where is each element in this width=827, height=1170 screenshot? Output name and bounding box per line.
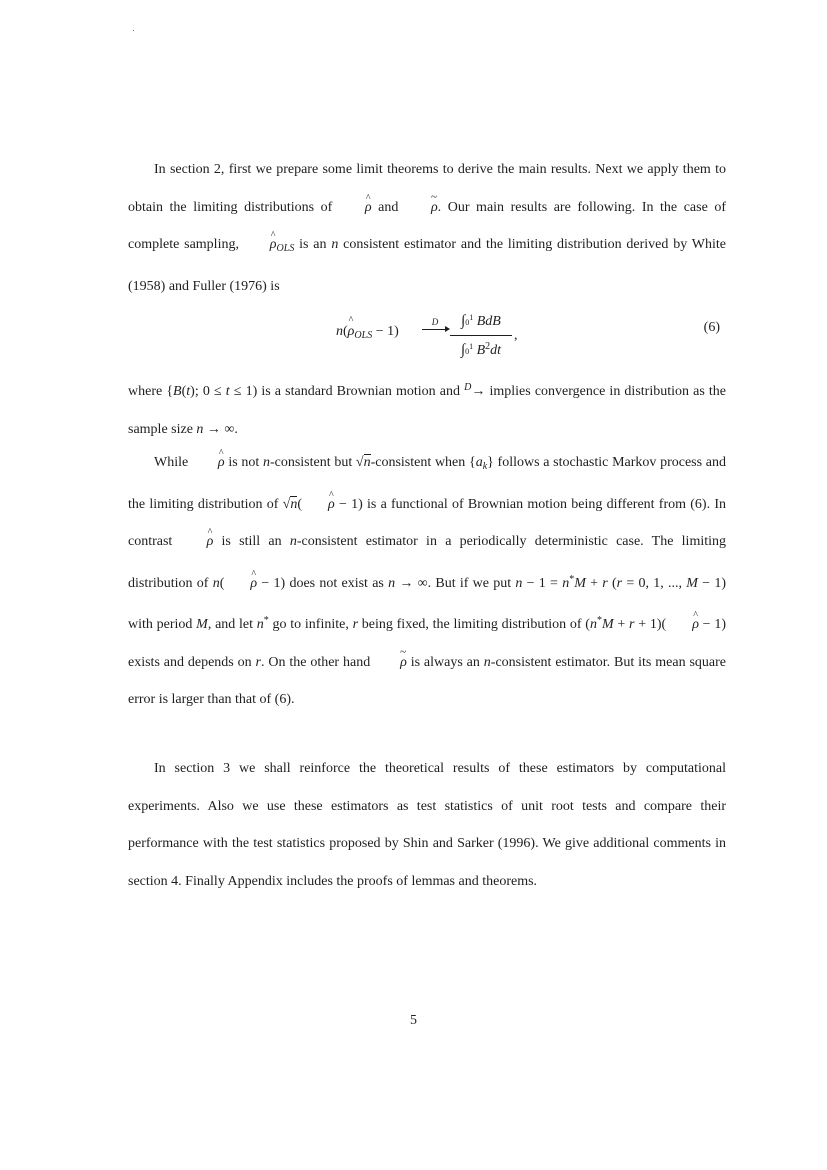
equation-lhs: n(^ $\rho_{OLS} - 1$) xyxy=(336,324,399,341)
scan-speck xyxy=(133,30,134,31)
convergence-arrow: D xyxy=(422,317,448,330)
page-number: 5 xyxy=(410,1013,417,1028)
paragraph-where: where {B(t); 0 ≤ t ≤ 1) is a standard Brownian motion and $^D$→ implies convergence in distribution as the sample size n → ∞. xyxy=(128,382,726,437)
paragraph-outline: In section 3 we shall reinforce the theoretical results of these estimators by computational experiments. Also we use these estimators as test statistics of unit root tests and compare their performance with the test statistics proposed by Shin and Sarker (1996). We give additional comments in section 4. Finally Appendix includes the proofs of lemmas and theorems. xyxy=(128,761,726,889)
equation-fraction: $\int 0^1$ BdB $\int 0^1$ $B^2dt$ xyxy=(450,308,512,363)
equation-6: n(^ $\rho_{OLS} - 1$) D $\int 0^1$ BdB $\int 0^1$ $B^2dt$ , (6) xyxy=(128,306,726,362)
paragraph-intro: In section 2, first we prepare some limit theorems to derive the main results. Next we apply them to obtain the limiting distributions of ^ ρ and ~ ρ. Our main results are following. In the case of complete sampling, ^ $\rho_{OLS}$ is an n consistent estimator and the limiting distribution derived by White (1958) and Fuller (1976) is xyxy=(128,151,726,305)
equation-number: (6) xyxy=(703,320,720,335)
paragraph-consistency: While ^ ρ is not n-consistent but √n-consistent when $\{a_k\}$ follows a stochastic Markov process and the limiting distribution of √n(^ ρ − 1) is a functional of Brownian motion being different from (6). In contrast ^ ρ is still an n-consistent estimator in a periodically deterministic case. The limiting distribution of n(^ ρ − 1) does not exist as n → ∞. But if we put n − 1 = n*M + r (r = 0, 1, ..., M − 1) with period M, and let n* go to infinite, r being fixed, the limiting distribution of (n*M + r + 1)(^ ρ − 1) exists and depends on r. On the other hand ~ ρ is always an n-consistent estimator. But its mean square error is larger than that of (6). xyxy=(128,444,726,719)
